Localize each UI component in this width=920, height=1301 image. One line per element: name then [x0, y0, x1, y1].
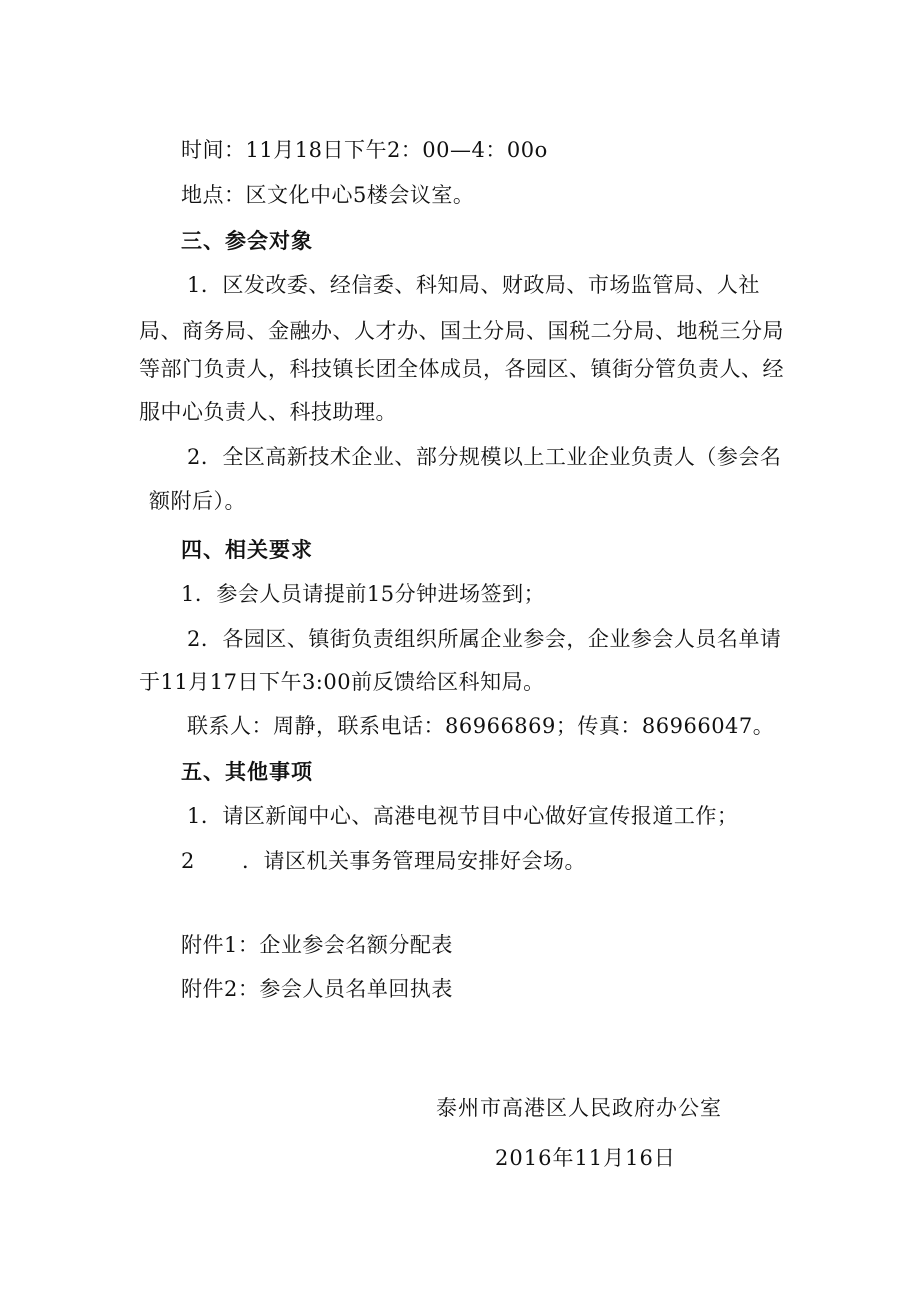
meeting-time: 时间：11月18日下午2：00—4：00o: [181, 138, 548, 162]
section-5-item-2-text: ．请区机关事务管理局安排好会场。: [242, 849, 586, 873]
section-3-item-1-line-3: 等部门负责人，科技镇长团全体成员，各园区、镇街分管负责人、经: [139, 357, 784, 381]
attachment-1: 附件1：企业参会名额分配表: [181, 933, 453, 957]
section-3-heading: 三、参会对象: [181, 229, 313, 253]
section-4-item-1: 1．参会人员请提前15分钟进场签到；: [181, 582, 546, 606]
section-4-item-2-line-2: 于11月17日下午3:00前反馈给区科知局。: [139, 670, 545, 694]
section-5-heading: 五、其他事项: [181, 760, 313, 784]
section-5-item-1: 1．请区新闻中心、高港电视节目中心做好宣传报道工作；: [187, 804, 739, 828]
signature-date: 2016年11月16日: [495, 1146, 676, 1170]
attachment-2: 附件2：参会人员名单回执表: [181, 977, 453, 1001]
section-3-item-2-line-1: 2．全区高新技术企业、部分规模以上工业企业负责人（参会名: [187, 445, 782, 469]
section-4-item-2-line-1: 2．各园区、镇街负责组织所属企业参会，企业参会人员名单请: [187, 627, 782, 651]
section-3-item-1-line-4: 服中心负责人、科技助理。: [139, 400, 397, 424]
section-3-item-1-line-2: 局、商务局、金融办、人才办、国土分局、国税二分局、地税三分局: [139, 319, 784, 343]
meeting-place: 地点：区文化中心5楼会议室。: [181, 183, 475, 207]
section-5-item-2-number: 2: [181, 849, 195, 873]
section-3-item-1-line-1: 1．区发改委、经信委、科知局、财政局、市场监管局、人社: [187, 273, 760, 297]
section-4-contact: 联系人：周静，联系电话：86966869；传真：86966047。: [187, 714, 775, 738]
signature-organization: 泰州市高港区人民政府办公室: [436, 1096, 722, 1120]
section-3-item-2-line-2: 额附后）。: [149, 489, 246, 513]
section-4-heading: 四、相关要求: [181, 538, 313, 562]
